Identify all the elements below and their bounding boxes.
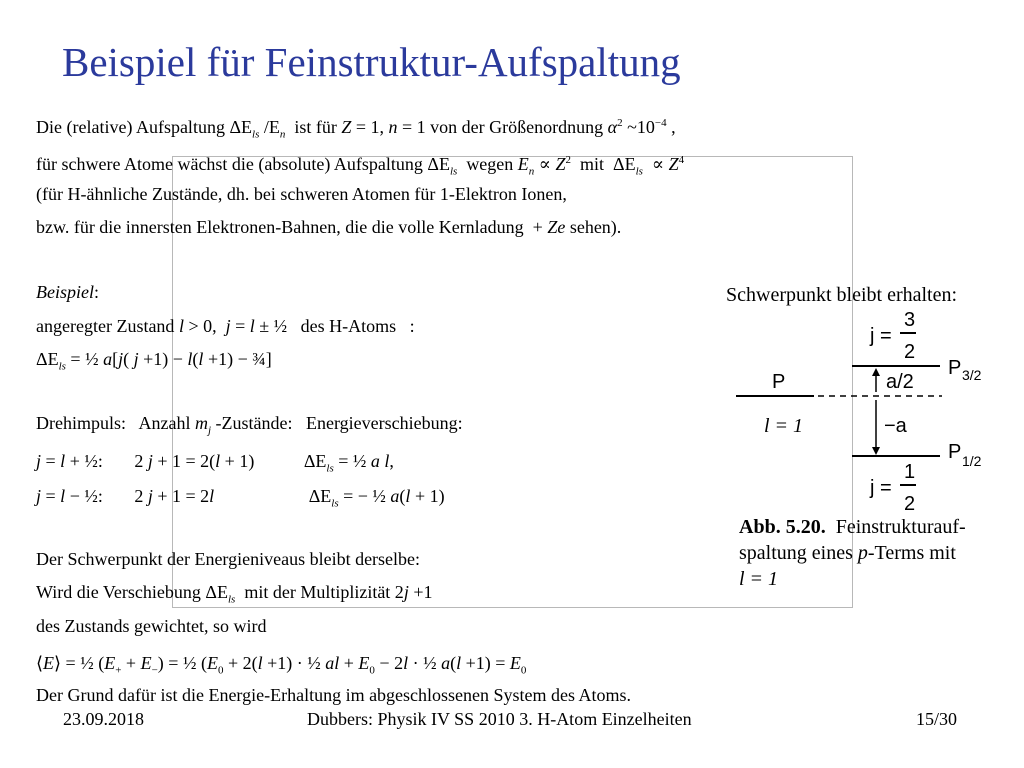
shift-down-label: −a [884, 415, 907, 437]
text-line-verschiebung: Wird die Verschiebung $\Delta E_{ls}$ mit der Multiplizität 2j +1 [36, 582, 433, 606]
level-p12-label: P [948, 441, 962, 463]
text-line-mittelwert: ⟨E⟩ = ½ $(E_+ + E_-)$ = ½ ($E_0 + 2(l +1)$ · ½ al + $E_0 - 2l$ · ½ $a(l +1) = E_0$ [36, 653, 527, 677]
j-lower-num: 1 [904, 461, 916, 483]
footer-page-number: 15/30 [916, 709, 958, 729]
figure-caption [739, 514, 966, 592]
slide-title: Beispiel für Feinstruktur-Aufspaltung [62, 39, 681, 85]
text-line-3: (für H-ähnliche Zustände, dh. bei schweren Atomen für 1-Elektron Ionen, [36, 184, 567, 204]
shift-up-label: a/2 [886, 371, 914, 393]
j-upper-den: 2 [904, 341, 916, 363]
j-lower-den: 2 [904, 493, 916, 514]
text-line-1: Die (relative) Aufspaltung $\Delta E_{ls}$ $/E_n$ ist für Z = 1, n = 1 von der Größenordnung $\alpha^2$ $\sim 10^{-4}$ , [36, 117, 676, 141]
beispiel-label: Beispiel: [36, 282, 99, 302]
text-line-schwerpunkt: Der Schwerpunkt der Energieniveaus bleibt derselbe: [36, 549, 421, 569]
arrow-down-head [872, 447, 880, 455]
text-line-grund: Der Grund dafür ist die Energie-Erhaltung im abgeschlossenen System des Atoms. [36, 685, 632, 705]
text-line-2: für schwere Atome wächst die (absolute) Aufspaltung $\Delta E_{ls}$ wegen $E_n \propto Z^2$ mit $\Delta E_{ls} \propto Z^4$ [36, 154, 685, 178]
figure-caption-p: p [857, 542, 868, 564]
text-line-4: bzw. für die innersten Elektronen-Bahnen, die die volle Kernladung + Ze sehen). [36, 217, 622, 237]
text-line-jminus: j = l − ½: 2 j + 1 = 2l $\Delta E_{ls}$ = − ½ a(l + 1) [36, 486, 445, 510]
j-lower-label: j = [870, 477, 892, 499]
footer-date: 23.09.2018 [63, 709, 144, 729]
text-line-gewichtet: des Zustands gewichtet, so wird [36, 616, 267, 636]
level-l-label: l = 1 [764, 415, 804, 437]
j-upper-label: j = [870, 325, 892, 347]
figure-caption-part1: Feinstrukturauf- [835, 516, 966, 538]
text-line-jplus: j = l + ½: 2 j + 1 = 2(l + 1) $\Delta E_{ls}$ = ½ a l, [36, 451, 394, 475]
j-upper-num: 3 [904, 309, 916, 331]
level-p-label: P [772, 371, 786, 393]
figure-caption-top: Schwerpunkt bleibt erhalten: [726, 284, 958, 306]
text-line-drehimpuls: Drehimpuls: Anzahl $m_j$ -Zustände: Energieverschiebung: [36, 413, 463, 437]
fine-structure-diagram [728, 306, 988, 514]
figure-caption-part3: -Terms mit [867, 542, 956, 564]
figure-caption-l: l = 1 [739, 568, 779, 590]
level-p32-label: P [948, 357, 962, 379]
figure-number: Abb. 5.20. [739, 516, 826, 538]
figure-caption-part2: spaltung eines [739, 542, 853, 564]
footer-title: Dubbers: Physik IV SS 2010 3. H-Atom Einzelheiten [307, 709, 692, 729]
level-p12-sub: 1/2 [962, 453, 982, 469]
text-line-delta-els: $\Delta E_{ls}$ = ½ a[j( j +1) − l(l +1) − ¾] [36, 349, 272, 373]
level-p32-sub: 3/2 [962, 367, 982, 383]
text-line-zustand: angeregter Zustand l > 0, j = l ± ½ des H-Atoms : [36, 316, 415, 336]
arrow-up-head [872, 368, 880, 376]
